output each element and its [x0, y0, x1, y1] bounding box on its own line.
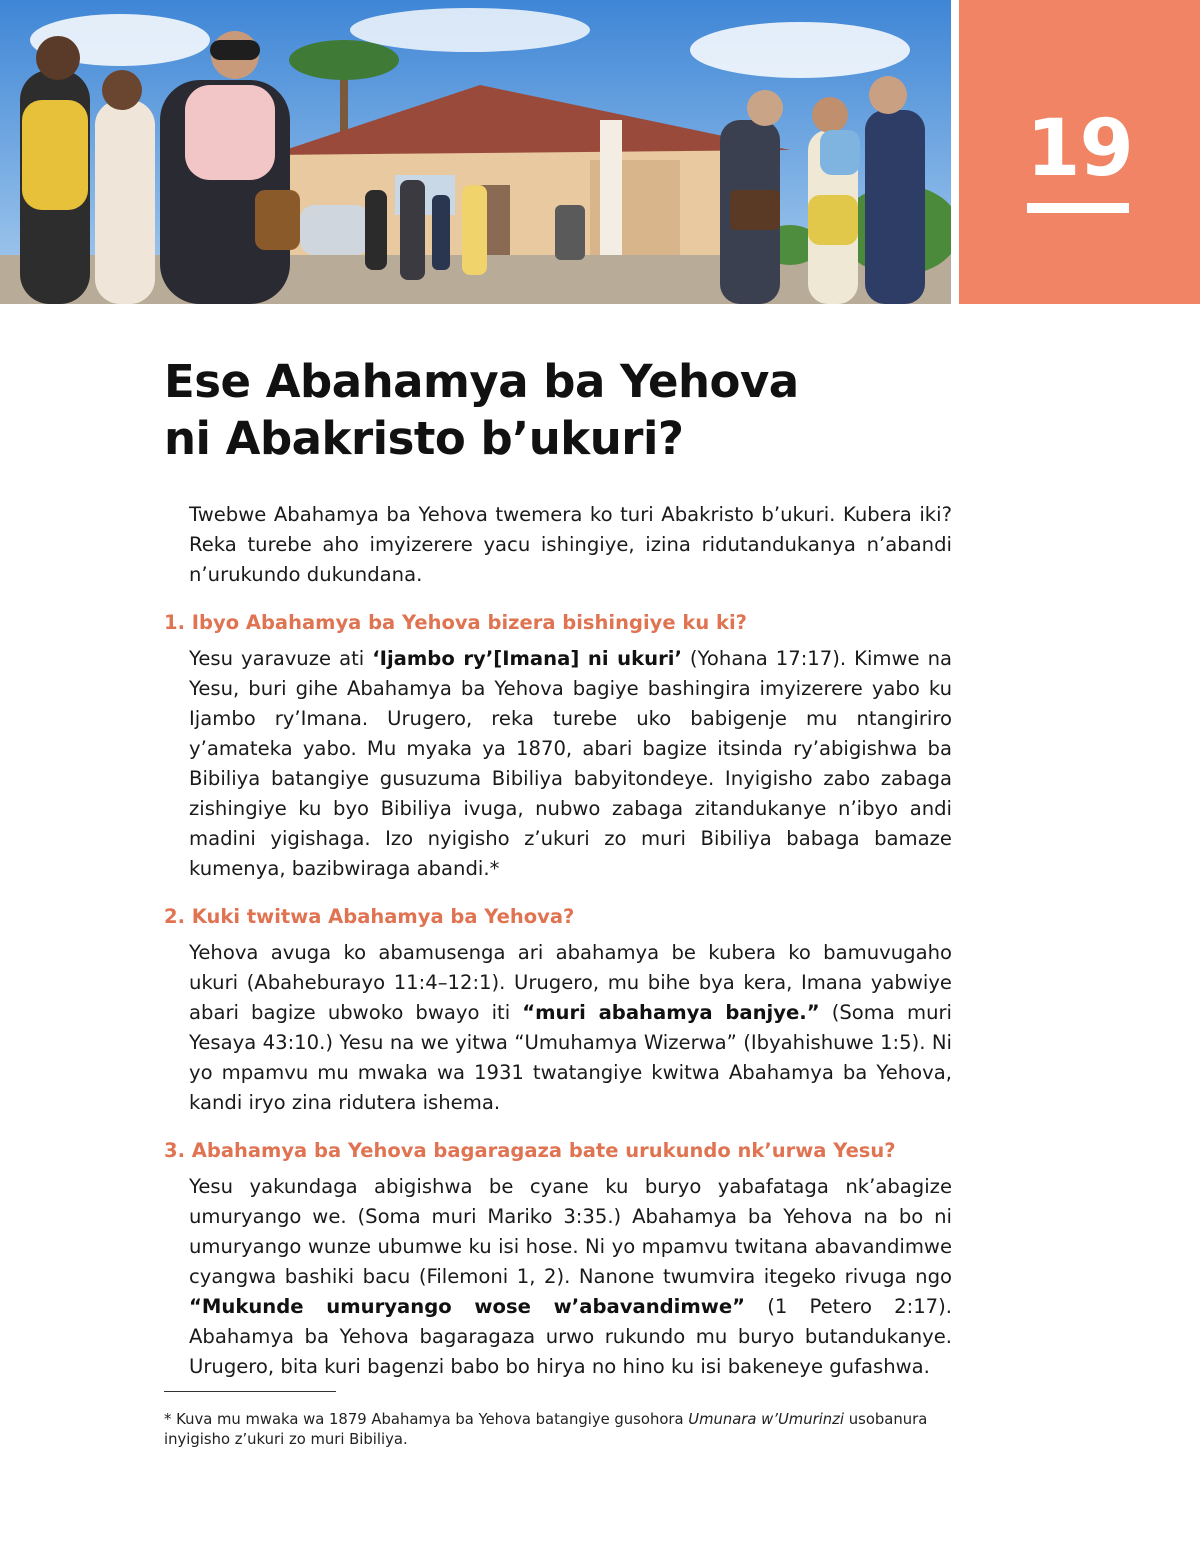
question-1-heading: 1. Ibyo Abahamya ba Yehova bizera bishingiye ku ki? [164, 611, 747, 634]
page-title-line-1: Ese Abahamya ba Yehova [164, 355, 799, 408]
question-2-heading: 2. Kuki twitwa Abahamya ba Yehova? [164, 905, 575, 928]
answer-text: (Yohana 17:17). Kimwe na Yesu, buri gihe Abahamya ba Yehova bagiye bashingira imyizerere yabo ku Ijambo ry’Imana. Urugero, reka turebe uko babigenje mu ntangiriro y’amateka yabo. Mu myaka ya 1870, abari bagize itsinda ry’abigishwa ba Bibiliya batangiye gusuzuma Bibiliya babyitondeye. Inyigisho zabo zabaga zishingiye ku byo Bibiliya ivuga, nubwo zabaga zitandukanye n’ibyo andi madini yigishaga. Izo nyigisho z’ukuri zo muri Bibiliya babaga bamaze kumenya, bazibwiraga abandi.* [189, 647, 952, 880]
answer-emphasis: ‘Ijambo ry’[Imana] ni ukuri’ [372, 647, 682, 670]
footnote-text: * Kuva mu mwaka wa 1879 Abahamya ba Yehova batangiye gusohora [164, 1411, 689, 1428]
lesson-number: 19 [1026, 104, 1133, 194]
page-title [164, 353, 964, 467]
footnote [164, 1410, 954, 1450]
page-title-line-2: ni Abakristo b’ukuri? [164, 412, 684, 465]
answer-text: (1 Petero 2:17). Abahamya ba Yehova bagaragaza urwo rukundo mu buryo butandukanye. Urugero, bita kuri bagenzi babo bo hirya no hino ku isi bakeneye gufashwa. [189, 1295, 952, 1378]
question-3-answer [189, 1172, 952, 1382]
lesson-number-underline [1027, 203, 1129, 213]
hero-photo [0, 0, 951, 304]
answer-text: Yehova avuga ko abamusenga ari abahamya be kubera ko bamuvugaho ukuri (Abaheburayo 11:4–12:1). Urugero, mu bihe bya kera, Imana yabwiye abari bagize ubwoko bwayo iti [189, 941, 952, 1024]
question-2-answer [189, 938, 952, 1118]
footnote-divider [164, 1391, 336, 1392]
answer-emphasis: “muri abahamya banjye.” [522, 1001, 820, 1024]
intro-paragraph: Twebwe Abahamya ba Yehova twemera ko turi Abakristo b’ukuri. Kubera iki? Reka turebe aho imyizerere yacu ishingiye, izina ridutandukanya n’abandi n’urukundo dukundana. [189, 503, 952, 586]
answer-text: Yesu yaravuze ati [189, 647, 373, 670]
question-1-answer [189, 644, 952, 884]
answer-emphasis: “Mukunde umuryango wose w’abavandimwe” [189, 1295, 746, 1318]
lesson-content [164, 500, 952, 1382]
footnote-publication-title: Umunara w’Umurinzi [688, 1411, 845, 1428]
lesson-number-box [959, 0, 1200, 304]
answer-text: Yesu yakundaga abigishwa be cyane ku buryo yabafataga nk’abagize umuryango we. (Soma muri Mariko 3:35.) Abahamya ba Yehova na bo ni umuryango wunze ubumwe ku isi hose. Ni yo mpamvu twitana abavandimwe cyangwa bashiki bacu (Filemoni 1, 2). Nanone twumvira itegeko rivuga ngo [189, 1175, 952, 1288]
question-3-heading: 3. Abahamya ba Yehova bagaragaza bate urukundo nk’urwa Yesu? [164, 1139, 896, 1162]
answer-text: (Soma muri Yesaya 43:10.) Yesu na we yitwa “Umuhamya Wizerwa” (Ibyahishuwe 1:5). Ni yo mpamvu mu mwaka wa 1931 twatangiye kwitwa Abahamya ba Yehova, kandi iryo zina ridutera ishema. [189, 1001, 952, 1114]
footnote-text: usobanura inyigisho z’ukuri zo muri Bibiliya. [164, 1411, 928, 1448]
